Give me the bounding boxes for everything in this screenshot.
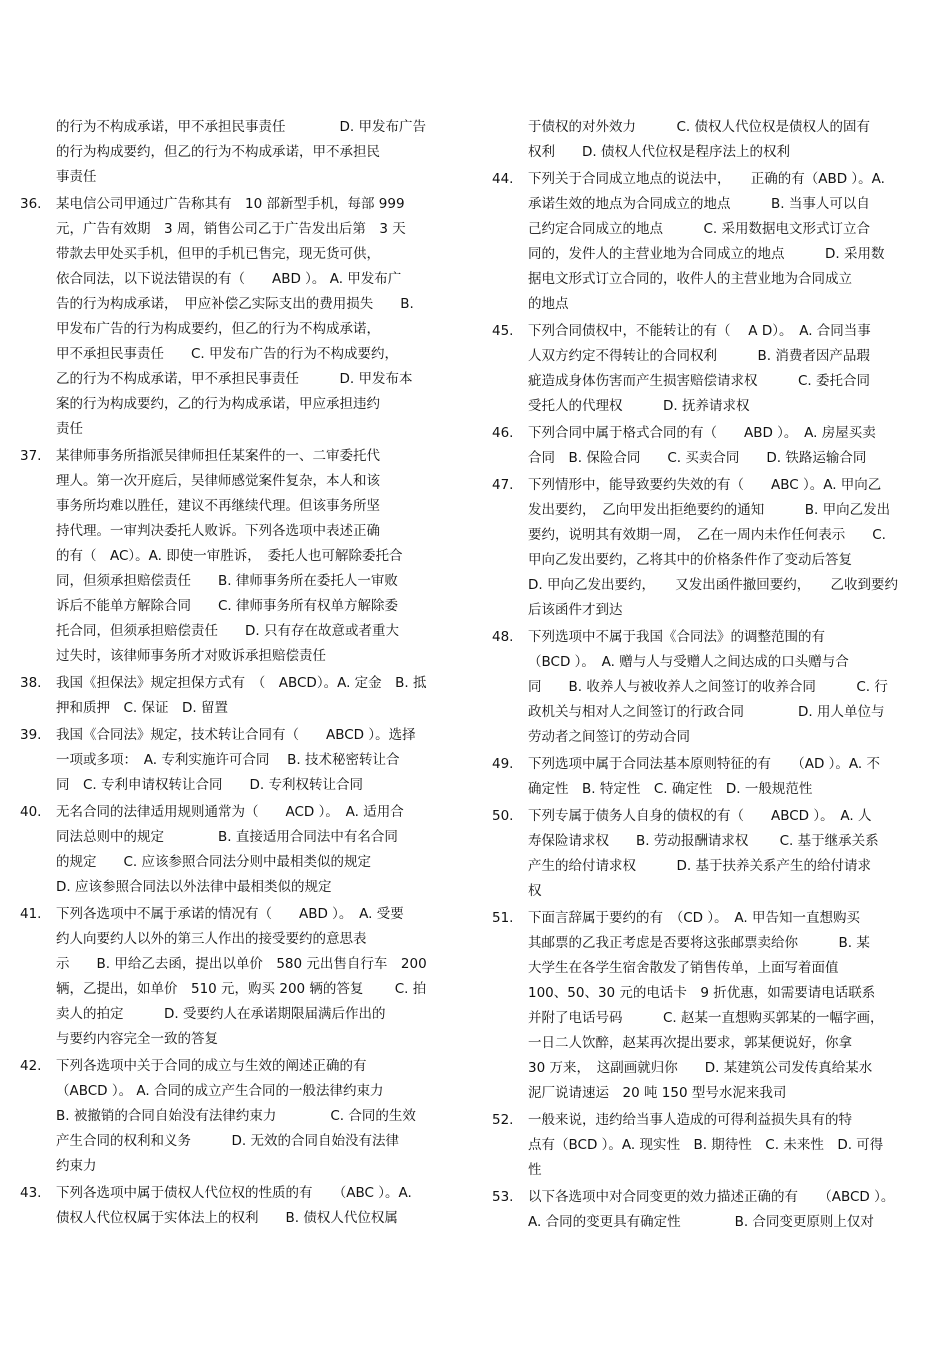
- question-text-line: 人双方约定不得转让的合同权利 B. 消费者因产品瑕: [528, 348, 870, 364]
- question-text-line: 我国《担保法》规定担保方式有 （ ABCD）。A. 定金 B. 抵: [56, 675, 427, 691]
- question-text-line: （BCD ）。 A. 赠与人与受赠人之间达成的口头赠与合: [528, 654, 849, 670]
- question-text-line: 与要约内容完全一致的答复: [56, 1031, 218, 1047]
- question-text-line: 持代理。一审判决委托人败诉。下列各选项中表述正确: [56, 523, 380, 539]
- question-text-line: 同 B. 收养人与被收养人之间签订的收养合同 C. 行: [528, 679, 888, 695]
- question-item: [492, 906, 932, 1106]
- question-number: 50.: [492, 808, 514, 824]
- question-text-line: 一项或多项： A. 专利实施许可合同 B. 技术秘密转让合: [56, 752, 400, 768]
- question-text-line: 下列情形中，能导致要约失效的有（ ABC ）。A. 甲向乙: [528, 477, 882, 493]
- question-text-line: 的规定 C. 应该参照合同法分则中最相类似的规定: [56, 854, 372, 870]
- question-item: [492, 167, 932, 317]
- question-number: 42.: [20, 1058, 42, 1074]
- question-text-line: 案的行为构成要约，乙的行为构成承诺，甲应承担违约: [56, 396, 380, 412]
- question-text-line: 确定性 B. 特定性 C. 确定性 D. 一般规范性: [528, 781, 813, 797]
- question-number: 38.: [20, 675, 42, 691]
- question-text-line: 某律师事务所指派吴律师担任某案件的一、二审委托代: [56, 448, 380, 464]
- question-text-line: 点有（BCD ）。A. 现实性 B. 期待性 C. 未来性 D. 可得: [528, 1137, 884, 1153]
- question-text-line: 下列各选项中不属于承诺的情况有（ ABD ）。 A. 受要: [56, 906, 404, 922]
- question-text-line: 我国《合同法》规定，技术转让合同有（ ABCD ）。选择: [56, 727, 416, 743]
- question-text-line: 乙的行为不构成承诺，甲不承担民事责任 D. 甲发布本: [56, 371, 413, 387]
- question-text-line: 下列各选项中属于债权人代位权的性质的有 （ABC ）。A.: [56, 1185, 412, 1201]
- question-item: [20, 671, 460, 721]
- question-text-line: 以下各选项中对合同变更的效力描述正确的有 （ABCD ）。: [528, 1189, 895, 1205]
- question-text-line: 事务所均难以胜任，建议不再继续代理。但该事务所坚: [56, 498, 380, 514]
- question-text-line: 依合同法，以下说法错误的有（ ABD ）。 A. 甲发布广: [56, 271, 402, 287]
- question-item: [20, 444, 460, 669]
- question-number: 41.: [20, 906, 42, 922]
- question-text-line: A. 合同的变更具有确定性 B. 合同变更原则上仅对: [528, 1214, 874, 1230]
- question-item: [492, 625, 932, 750]
- question-text-line: D. 应该参照合同法以外法律中最相类似的规定: [56, 879, 332, 895]
- question-number: 37.: [20, 448, 42, 464]
- question-item: [20, 192, 460, 442]
- question-text-line: 卖人的拍定 D. 受要约人在承诺期限届满后作出的: [56, 1006, 386, 1022]
- question-text-line: 甲不承担民事责任 C. 甲发布广告的行为不构成要约，: [56, 346, 399, 362]
- question-text-line: 权: [528, 883, 542, 899]
- question-text-line: 产生合同的权利和义务 D. 无效的合同自始没有法律: [56, 1133, 399, 1149]
- question-text-line: 一般来说，违约给当事人造成的可得利益损失具有的特: [528, 1112, 852, 1128]
- question-text-line: 100、50、30 元的电话卡 9 折优惠，如需要请电话联系: [528, 985, 876, 1001]
- question-number: 43.: [20, 1185, 42, 1201]
- question-text-line: 事责任: [56, 169, 97, 185]
- question-number: 49.: [492, 756, 514, 772]
- question-text-line: 据电文形式订立合同的，收件人的主营业地为合同成立: [528, 271, 852, 287]
- question-text-line: 性: [528, 1162, 542, 1178]
- question-text-line: 同，但须承担赔偿责任 B. 律师事务所在委托人一审败: [56, 573, 398, 589]
- question-text-line: 示 B. 甲给乙去函，提出以单价 580 元出售自行车 200: [56, 956, 427, 972]
- question-text-line: 债权人代位权属于实体法上的权利 B. 债权人代位权属: [56, 1210, 398, 1226]
- question-text-line: 的有（ AC）。A. 即使一审胜诉， 委托人也可解除委托合: [56, 548, 403, 564]
- question-text-line: 后该函件才到达: [528, 602, 623, 618]
- question-item: [492, 115, 932, 165]
- question-text-line: 下列合同债权中，不能转让的有（ A D）。 A. 合同当事: [528, 323, 871, 339]
- question-text-line: 泥厂说请速运 20 吨 150 型号水泥来我司: [528, 1085, 787, 1101]
- question-text-line: 告的行为构成承诺， 甲应补偿乙实际支出的费用损失 B.: [56, 296, 414, 312]
- question-number: 39.: [20, 727, 42, 743]
- question-text-line: 下列各选项中关于合同的成立与生效的阐述正确的有: [56, 1058, 367, 1074]
- question-text-line: 于债权的对外效力 C. 债权人代位权是债权人的固有: [528, 119, 871, 135]
- question-text-line: 诉后不能单方解除合同 C. 律师事务所有权单方解除委: [56, 598, 399, 614]
- question-text-line: 其邮票的乙我正考虑是否要将这张邮票卖给你 B. 某: [528, 935, 870, 951]
- question-text-line: 过失时，该律师事务所才对败诉承担赔偿责任: [56, 648, 326, 664]
- question-text-line: 下列关于合同成立地点的说法中， 正确的有（ABD ）。A.: [528, 171, 885, 187]
- right-column: [492, 115, 932, 1237]
- question-text-line: 己约定合同成立的地点 C. 采用数据电文形式订立合: [528, 221, 871, 237]
- question-text-line: 寿保险请求权 B. 劳动报酬请求权 C. 基于继承关系: [528, 833, 879, 849]
- question-text-line: 受托人的代理权 D. 抚养请求权: [528, 398, 750, 414]
- question-item: [492, 421, 932, 471]
- question-number: 53.: [492, 1189, 514, 1205]
- question-text-line: 下列合同中属于格式合同的有（ ABD ）。 A. 房屋买卖: [528, 425, 876, 441]
- question-text-line: 托合同，但须承担赔偿责任 D. 只有存在故意或者重大: [56, 623, 399, 639]
- question-text-line: 同的，发件人的主营业地为合同成立的地点 D. 采用数: [528, 246, 885, 262]
- question-text-line: 某电信公司甲通过广告称其有 10 部新型手机，每部 999: [56, 196, 405, 212]
- question-number: 40.: [20, 804, 42, 820]
- question-item: [20, 1054, 460, 1179]
- question-text-line: 同法总则中的规定 B. 直接适用合同法中有名合同: [56, 829, 398, 845]
- question-item: [492, 752, 932, 802]
- question-text-line: 同 C. 专利申请权转让合同 D. 专利权转让合同: [56, 777, 363, 793]
- question-text-line: 辆，乙提出，如单价 510 元，购买 200 辆的答复 C. 拍: [56, 981, 427, 997]
- question-text-line: 一日二人饮醉，赵某再次提出要求，郭某便说好，你拿: [528, 1035, 852, 1051]
- question-text-line: 大学生在各学生宿舍散发了销售传单，上面写着面值: [528, 960, 839, 976]
- question-text-line: （ABCD ）。 A. 合同的成立产生合同的一般法律约束力: [56, 1083, 384, 1099]
- question-text-line: 下列选项中属于合同法基本原则特征的有 （AD ）。A. 不: [528, 756, 881, 772]
- question-number: 45.: [492, 323, 514, 339]
- question-text-line: 下面言辞属于要约的有 （CD ）。 A. 甲告知一直想购买: [528, 910, 860, 926]
- question-text-line: 理人。第一次开庭后，吴律师感觉案件复杂，本人和该: [56, 473, 380, 489]
- question-number: 52.: [492, 1112, 514, 1128]
- question-number: 47.: [492, 477, 514, 493]
- question-text-line: 政机关与相对人之间签订的行政合同 D. 用人单位与: [528, 704, 885, 720]
- question-text-line: 押和质押 C. 保证 D. 留置: [56, 700, 228, 716]
- left-column: [20, 115, 460, 1233]
- question-text-line: 约束力: [56, 1158, 97, 1174]
- question-text-line: 下列专属于债务人自身的债权的有（ ABCD ）。 A. 人: [528, 808, 872, 824]
- question-text-line: B. 被撤销的合同自始没有法律约束力 C. 合同的生效: [56, 1108, 416, 1124]
- question-text-line: 下列选项中不属于我国《合同法》的调整范围的有: [528, 629, 825, 645]
- question-item: [492, 473, 932, 623]
- question-number: 48.: [492, 629, 514, 645]
- question-text-line: 要约，说明其有效期一周， 乙在一周内未作任何表示 C.: [528, 527, 886, 543]
- question-text-line: 带款去甲处买手机，但甲的手机已售完，现无货可供，: [56, 246, 380, 262]
- question-text-line: 疵造成身体伤害而产生损害赔偿请求权 C. 委托合同: [528, 373, 871, 389]
- question-text-line: 并附了电话号码 C. 赵某一直想购买郭某的一幅字画，: [528, 1010, 884, 1026]
- question-text-line: 30 万来， 这副画就归你 D. 某建筑公司发传真给某水: [528, 1060, 873, 1076]
- question-text-line: 甲发布广告的行为构成要约，但乙的行为不构成承诺，: [56, 321, 380, 337]
- question-text-line: 的地点: [528, 296, 569, 312]
- question-text-line: 劳动者之间签订的劳动合同: [528, 729, 690, 745]
- question-number: 36.: [20, 196, 42, 212]
- question-item: [492, 319, 932, 419]
- question-item: [20, 902, 460, 1052]
- question-number: 51.: [492, 910, 514, 926]
- question-text-line: 发出要约， 乙向甲发出拒绝要约的通知 B. 甲向乙发出: [528, 502, 891, 518]
- question-text-line: 产生的给付请求权 D. 基于扶养关系产生的给付请求: [528, 858, 871, 874]
- question-text-line: 约人向要约人以外的第三人作出的接受要约的意思表: [56, 931, 367, 947]
- question-number: 46.: [492, 425, 514, 441]
- question-text-line: 的行为不构成承诺，甲不承担民事责任 D. 甲发布广告: [56, 119, 426, 135]
- question-text-line: 承诺生效的地点为合同成立的地点 B. 当事人可以自: [528, 196, 870, 212]
- question-item: [20, 723, 460, 798]
- question-item: [492, 804, 932, 904]
- question-text-line: D. 甲向乙发出要约， 又发出函件撤回要约， 乙收到要约: [528, 577, 898, 593]
- question-text-line: 的行为构成要约，但乙的行为不构成承诺，甲不承担民: [56, 144, 380, 160]
- question-item: [20, 1181, 460, 1231]
- question-text-line: 元，广告有效期 3 周，销售公司乙于广告发出后第 3 天: [56, 221, 406, 237]
- question-text-line: 甲向乙发出要约，乙将其中的价格条件作了变动后答复: [528, 552, 852, 568]
- question-text-line: 责任: [56, 421, 83, 437]
- question-text-line: 合同 B. 保险合同 C. 买卖合同 D. 铁路运输合同: [528, 450, 867, 466]
- question-item: [492, 1108, 932, 1183]
- question-item: [492, 1185, 932, 1235]
- question-item: [20, 115, 460, 190]
- question-number: 44.: [492, 171, 514, 187]
- question-item: [20, 800, 460, 900]
- question-text-line: 权利 D. 债权人代位权是程序法上的权利: [528, 144, 790, 160]
- question-text-line: 无名合同的法律适用规则通常为（ ACD ）。 A. 适用合: [56, 804, 404, 820]
